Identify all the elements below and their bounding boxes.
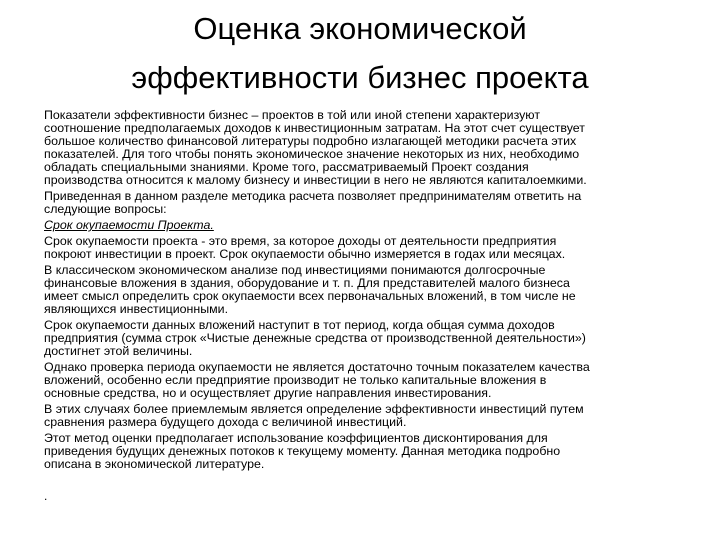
title-line-2: эффективности бизнес проекта — [131, 60, 589, 95]
paragraph-line: обладать специальными знаниями. Кроме того, рассматриваемый Проект создания — [44, 159, 529, 174]
paragraph-line: вложений, особенно если предприятие производит не только капитальные вложения в — [44, 373, 547, 388]
paragraph-line: предприятия (сумма строк «Чистые денежные средства от производственной деятельности») — [44, 331, 586, 346]
paragraph-line: основные средства, но и осуществляет другие направления инвестирования. — [44, 386, 492, 401]
paragraph-line: В классическом экономическом анализе под инвестициями понимаются долгосрочные — [44, 263, 546, 278]
paragraph — [44, 432, 692, 471]
paragraph-line: достигнет этой величины. — [44, 344, 193, 359]
paragraph-line: Срок окупаемости Проекта. — [44, 218, 214, 232]
paragraph-line: В этих случаях более приемлемым является определение эффективности инвестиций путем — [44, 402, 584, 417]
section-heading — [44, 219, 692, 232]
paragraph — [44, 403, 692, 429]
paragraph-line: Показатели эффективности бизнес – проектов в той или иной степени характеризуют — [44, 108, 540, 122]
paragraph-line: являющихся инвестиционными. — [44, 302, 229, 317]
paragraph-line: финансовые вложения в здания, оборудование и т. п. Для представителей малого бизнеса — [44, 276, 570, 291]
paragraph-line: показателей. Для того чтобы понять экономическое значение некоторых из них, необходимо — [44, 146, 580, 161]
title-line-1: Оценка экономической — [193, 11, 527, 46]
paragraph — [44, 235, 692, 261]
paragraph-line: Срок окупаемости проекта - это время, за которое доходы от деятельности предприятия — [44, 234, 557, 249]
paragraph — [44, 319, 692, 358]
paragraph-line: Этот метод оценки предполагает использование коэффициентов дисконтирования для — [44, 431, 548, 446]
paragraph — [44, 361, 692, 400]
paragraph — [44, 264, 692, 316]
paragraph-line: производства относится к малому бизнесу и инвестиции в него не являются капиталоемкими. — [44, 172, 587, 187]
paragraph — [44, 109, 692, 187]
paragraph-line: Срок окупаемости данных вложений наступит в тот период, когда общая сумма доходов — [44, 318, 555, 333]
paragraph-line: описана в экономической литературе. — [44, 457, 265, 472]
slide-title — [40, 4, 680, 102]
paragraph-line: сравнения размера будущего дохода с величиной инвестиций. — [44, 415, 407, 430]
paragraph-line: большое количество финансовой литературы подробно излагающей методики расчета этих — [44, 133, 577, 148]
paragraph-line: приведения будущих денежных потоков к текущему моменту. Данная методика подробно — [44, 444, 561, 459]
paragraph-line: Однако проверка периода окупаемости не является достаточно точным показателем качества — [44, 360, 590, 375]
paragraph-line: Приведенная в данном разделе методика расчета позволяет предпринимателям ответить на — [44, 188, 582, 203]
paragraph-line: соотношение предполагаемых доходов к инвестиционным затратам. На этот счет существует — [44, 120, 585, 135]
paragraph-line: покроют инвестиции в проект. Срок окупаемости обычно измеряется в годах или месяцах. — [44, 247, 566, 262]
paragraph — [44, 190, 692, 216]
paragraph-line: имеет смысл определить срок окупаемости всех первоначальных вложений, в том числе не — [44, 289, 576, 304]
slide-body-text — [44, 109, 692, 474]
paragraph-line: следующие вопросы: — [44, 201, 167, 216]
trailing-mark: . — [44, 489, 48, 503]
